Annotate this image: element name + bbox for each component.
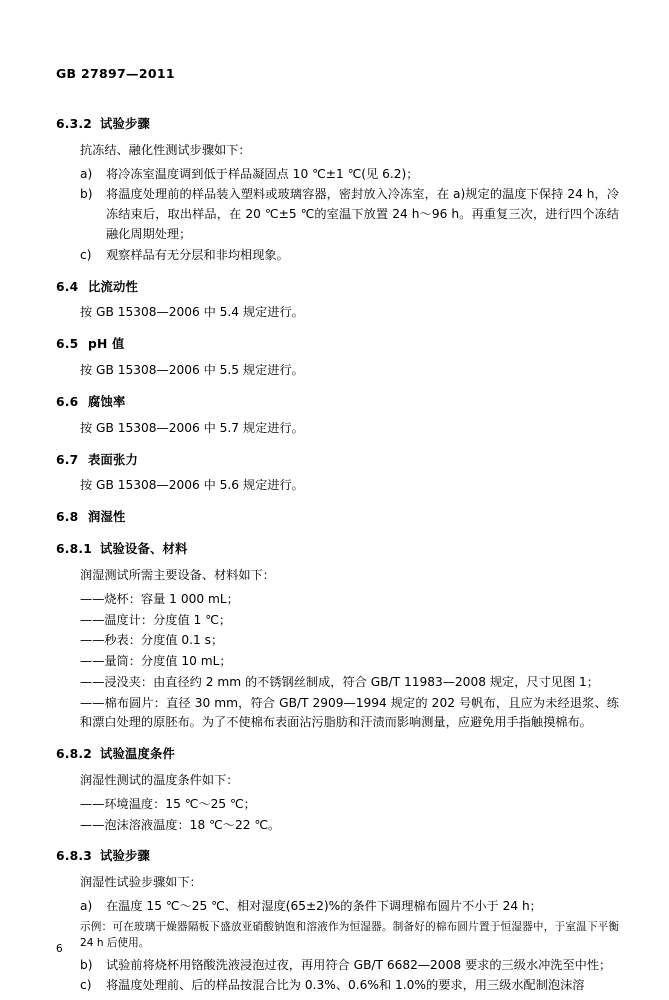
dash-item: ——棉布圆片：直径 30 mm，符合 GB/T 2909—1994 规定的 202 号帆布，且应为未经退浆、练和漂白处理的原胚布。为了不使棉布表面沾污脂肪和汗渍而影响测量，应避免用手指触摸棉布。 — [80, 695, 619, 730]
section-heading-6-8-3 — [56, 847, 619, 867]
list-item — [56, 976, 619, 996]
section-number: 6.8.2 — [56, 747, 93, 762]
section-title: 试验步骤 — [100, 849, 150, 864]
page-header: GB 27897—2011 — [56, 66, 175, 81]
list-text: 试验前将烧杯用铬酸洗液浸泡过夜，再用符合 GB/T 6682—2008 要求的三级水冲洗至中性； — [106, 957, 612, 972]
section-body-6-7: 按 GB 15308—2006 中 5.6 规定进行。 — [80, 478, 304, 493]
section-intro-6-3-2: 抗冻结、融化性测试步骤如下： — [80, 142, 251, 157]
list-marker: c) — [80, 247, 92, 262]
list-6-3-2 — [56, 165, 619, 266]
section-title: 润湿性 — [88, 510, 126, 525]
section-heading-6-5 — [56, 335, 619, 355]
list-marker: c) — [80, 978, 92, 993]
example-note: 示例：可在玻璃干燥器隔板下盛放亚硝酸钠饱和溶液作为恒湿器。制备好的棉布圆片置于恒湿器中，于室温下平衡 24 h 后使用。 — [80, 920, 619, 950]
section-heading-6-6 — [56, 393, 619, 413]
section-title: pH 值 — [88, 337, 125, 352]
section-number: 6.8.1 — [56, 542, 93, 557]
section-heading-6-7 — [56, 451, 619, 471]
section-title: 试验温度条件 — [100, 747, 175, 762]
list-marker: b) — [80, 957, 93, 972]
section-title: 比流动性 — [88, 279, 138, 294]
dash-item: ——泡沫溶液温度：18 ℃～22 ℃。 — [80, 817, 281, 832]
section-number: 6.3.2 — [56, 117, 93, 131]
section-number: 6.7 — [56, 452, 79, 467]
list-item — [56, 897, 619, 917]
section-number: 6.4 — [56, 279, 79, 294]
section-heading-6-8-2 — [56, 745, 619, 765]
document-content — [56, 103, 619, 1000]
section-body-6-6: 按 GB 15308—2006 中 5.7 规定进行。 — [80, 420, 304, 435]
section-title: 腐蚀率 — [88, 394, 126, 409]
section-number: 6.8.3 — [56, 849, 93, 864]
list-item — [56, 165, 619, 185]
page-number: 6 — [56, 943, 63, 955]
list-text: 在温度 15 ℃～25 ℃、相对湿度(65±2)%的条件下调理棉布圆片不小于 24 h； — [106, 899, 542, 913]
dash-item: ——浸没夹：由直径约 2 mm 的不锈钢丝制成，符合 GB/T 11983—2008 规定，尺寸见图 1； — [80, 674, 599, 689]
section-heading-6-8 — [56, 508, 619, 528]
section-number: 6.6 — [56, 394, 79, 409]
section-intro-6-8-3: 润湿性试验步骤如下： — [80, 875, 202, 890]
section-heading-6-8-1 — [56, 540, 619, 560]
section-title: 试验步骤 — [100, 117, 150, 131]
list-text: 将温度处理前、后的样品按混合比为 0.3%、0.6%和 1.0%的要求，用三级水配制泡沫溶 — [106, 978, 585, 993]
list-item — [56, 956, 619, 976]
dash-item: ——温度计：分度值 1 ℃； — [80, 612, 232, 627]
section-heading-6-3-2 — [56, 115, 619, 135]
list-marker: b) — [80, 187, 93, 202]
section-heading-6-4 — [56, 278, 619, 298]
dash-item: ——烧杯：容量 1 000 mL； — [80, 591, 239, 606]
list-item — [56, 185, 619, 244]
list-marker: a) — [80, 899, 93, 913]
dash-list-6-8-2 — [56, 795, 619, 836]
section-body-6-5: 按 GB 15308—2006 中 5.5 规定进行。 — [80, 363, 304, 378]
list-6-8-3 — [56, 897, 619, 996]
dash-item: ——秒表：分度值 0.1 s； — [80, 633, 224, 648]
dash-list-6-8-1 — [56, 590, 619, 733]
section-intro-6-8-2: 润湿性测试的温度条件如下： — [80, 773, 239, 788]
section-body-6-4: 按 GB 15308—2006 中 5.4 规定进行。 — [80, 305, 304, 320]
section-number: 6.8 — [56, 510, 79, 525]
section-intro-6-8-1: 润湿测试所需主要设备、材料如下： — [80, 568, 275, 582]
section-title: 表面张力 — [88, 452, 138, 467]
list-text: 观察样品有无分层和非均相现象。 — [106, 247, 289, 262]
dash-item: ——量筒：分度值 10 mL； — [80, 654, 232, 669]
section-number: 6.5 — [56, 337, 79, 352]
list-text: 将温度处理前的样品装入塑料或玻璃容器，密封放入冷冻室，在 a)规定的温度下保持 24 h，冷冻结束后，取出样品，在 20 ℃±5 ℃的室温下放置 24 h～96 h。再重复三次，进行四个冻结融化周期处理； — [106, 187, 619, 241]
dash-item: ——环境温度：15 ℃～25 ℃； — [80, 796, 256, 811]
list-marker: a) — [80, 166, 93, 181]
list-text: 将冷冻室温度调到低于样品凝固点 10 ℃±1 ℃(见 6.2)； — [106, 166, 419, 181]
list-item — [56, 246, 619, 266]
section-title: 试验设备、材料 — [100, 542, 188, 557]
